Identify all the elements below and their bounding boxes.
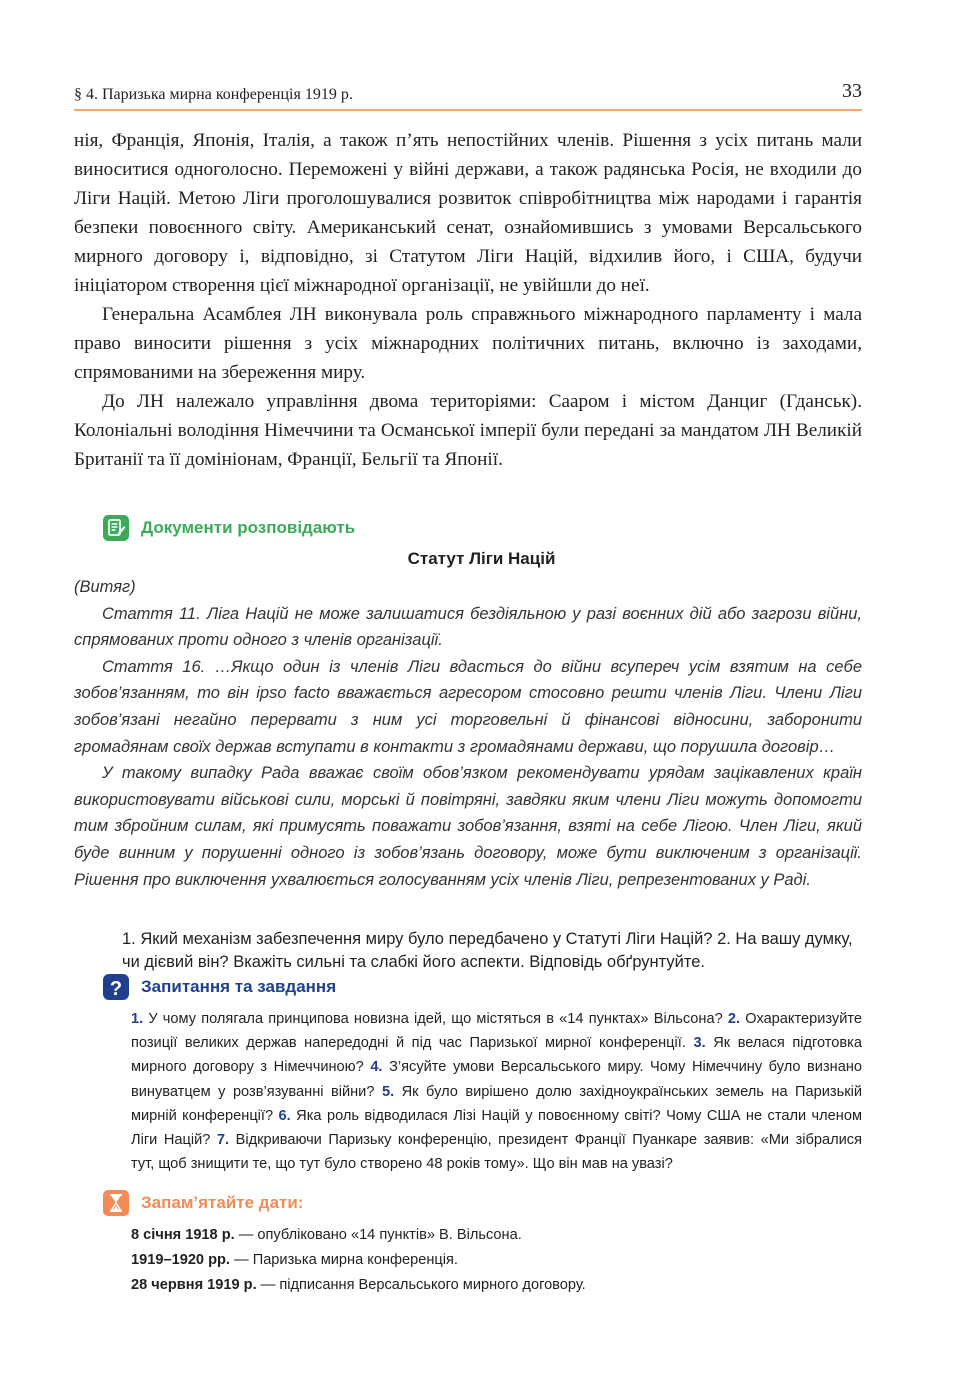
main-text [74,126,862,474]
document-title: Статут Ліги Націй [407,549,556,568]
task-item: 3. Як велася підготовка мирного договору з Німеччиною? [131,1035,862,1076]
date-item: 28 червня 1919 р. — підписання Версальського мирного договору. [131,1277,586,1293]
tasks-section-title: Запитання та завдання [141,977,337,996]
tasks-section-header [103,973,336,1001]
article-16-continued: У такому випадку Рада вважає своїм обов’язком рекомендувати урядам зацікавлених країн використовувати військові сили, морські й повітряні, завдяки яким члени Ліги можуть допомогти тим збройним силам, які примусять поважати зобов’язання, взяті на себе Лігою. Член Ліги, який буде винним у порушенні одного із зобов’язань договору, може бути виключеним з організації. Рішення про виключення ухвалюється голосуванням усіх членів Ліги, репрезентованих у Раді. [74,764,862,889]
excerpt-label: (Витяг) [74,578,136,596]
task-item: 1. У чому полягала принципова новизна ідей, що містяться в «14 пунктах» Вільсона? [131,1011,723,1027]
article-16: Стаття 16. …Якщо один із членів Ліги вдасться до війни всупереч усім взятим на себе зобов’язанням, то він ipso facto вважається агресором стосовно решти членів Ліги. Члени Ліги зобов’язані негайно перервати з ним усі торговельні й фінансові відносини, заборонити громадянам своїх держав вступати в контакти з громадянами держави, що порушила договір… [74,657,862,756]
document-questions: 1. Який механізм забезпечення миру було передбачено у Статуті Ліги Націй? 2. На вашу думку, чи дієвий він? Вкажіть сильні та слабкі його аспекти. Відповідь обґрунтуйте. [122,930,853,971]
page-header [74,80,862,110]
date-item: 8 січня 1918 р. — опубліковано «14 пунктів» В. Вільсона. [131,1227,522,1243]
documents-section-header [103,514,355,542]
dates-section-title: Запам’ятайте дати: [141,1193,304,1212]
svg-text:?: ? [109,978,123,1000]
document-icon [103,515,129,541]
task-item: 2. Охарактеризуйте позиції великих держав напередодні й під час Паризької мирної конференції. [131,1011,862,1052]
paragraph-2: Генеральна Асамблея ЛН виконувала роль справжнього міжнародного парламенту і мала право виносити рішення з усіх міжнародних політичних питань, включно із заходами, спрямованими на збереження миру. [74,304,862,383]
running-title: § 4. Паризька мирна конференція 1919 р. [74,86,353,103]
hourglass-icon [103,1190,129,1216]
dates-list [131,1223,862,1298]
task-item: 6. Яка роль відводилася Лізі Націй у повоєнному світі? Чому США не стали членом Ліги Націй? [131,1107,862,1149]
task-item: 5. Як було вирішено долю західноукраїнських земель на Паризькій мирній конференції? [131,1083,863,1124]
task-item: 7. Відкриваючи Паризьку конференцію, президент Франції Пуанкаре заявив: «Ми зібралися тут, щоб знищити те, що тут було створено 48 років тому». Що він мав на увазі? [131,1132,862,1173]
dates-section-header [103,1189,303,1217]
paragraph-1: нія, Франція, Японія, Італія, а також п’ять непостійних членів. Рішення з усіх питань мали виноситися одноголосно. Переможені у війні держави, а також радянська Росія, не входили до Ліги Націй. Метою Ліги проголошувалися розвиток співробітництва між народами і гарантія безпеки повоєнного світу. Американський сенат, ознайомившись з умовами Версальського мирного договору і, відповідно, зі Статутом Ліги Націй, відхилив його, і США, будучи ініціатором створення цієї міжнародної організації, не увійшли до неї. [74,130,862,296]
page-number: 33 [842,80,862,102]
header-rule [74,109,862,111]
tasks-list [131,1007,862,1176]
date-item: 1919–1920 рр. — Паризька мирна конференція. [131,1252,458,1268]
task-item: 4. З’ясуйте умови Версальського миру. Чому Німеччину було визнано винуватцем у розв’язуванні війни? [131,1059,863,1100]
document-excerpt [74,574,862,893]
question-icon [103,974,129,1000]
documents-section-title: Документи розповідають [141,518,356,537]
paragraph-3: До ЛН належало управління двома територіями: Сааром і містом Данциг (Гданськ). Колоніальні володіння Німеччини та Османської імперії були передані за мандатом ЛН Великій Британії та її домініонам, Франції, Бельгії та Японії. [74,391,862,470]
article-11: Стаття 11. Ліга Націй не може залишатися бездіяльною у разі воєнних дій або загрози війни, спрямованих проти одного з членів організації. [74,604,862,650]
